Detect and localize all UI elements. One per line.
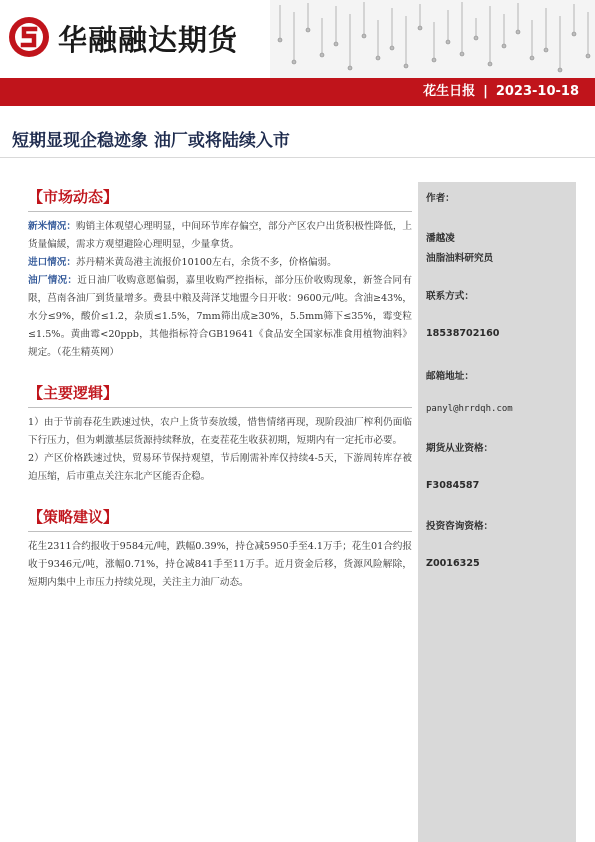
main-content xyxy=(28,186,412,592)
strategy-heading: 【策略建议】 xyxy=(28,508,119,526)
author-department: 油脂油料研究员 xyxy=(426,253,494,264)
section-divider xyxy=(28,531,412,532)
section-divider xyxy=(28,407,412,408)
strategy-section xyxy=(28,506,412,592)
author-label: 作者： xyxy=(426,193,455,204)
report-date: 2023-10-18 xyxy=(495,84,579,99)
strategy-paragraph: 花生2311合约报收于9584元/吨，跌幅0.39%，持仓减5950手至4.1万手；花生01合约报收于9346元/吨，涨幅0.71%，持仓减841手至11万手。近月资金后移，货源风险解除，短期内集中上市压力持续兑现，关注主力油厂动态。 xyxy=(28,541,412,588)
market-paragraph-import xyxy=(28,254,412,272)
market-section xyxy=(28,186,412,362)
market-p1-text: 购销主体观望心理明显，中间环节库存偏空，部分产区农户出货积极性降低，上货量偏緩，需求方观望避险心理明显，少量拿货。 xyxy=(28,221,413,250)
author-name: 潘越凌 xyxy=(426,233,455,244)
market-p3-text: 近日油厂收购意愿偏弱，嘉里收购严控指标，部分压价收购现象，新签合同有限，莒南各油厂到货量增多。费县中粮及菏泽艾地盟今日开收：9600元/吨。含油≥43%，水分≤9%，酸价≤1.2，杂质≤1.5%，7mm筛出成≥30%，5.5mm筛下≤35%，霉变粒≤1.5%。黄曲霉<20ppb，其他指标符合GB19641《食品安全国家标准食用植物油料》规定。（花生精英网） xyxy=(28,275,413,358)
header-separator: | xyxy=(483,84,488,99)
contact-phone: 18538702160 xyxy=(426,328,500,339)
email-label: 邮箱地址： xyxy=(426,371,474,382)
email-address[interactable]: panyl@hrrdqh.com xyxy=(426,404,513,414)
logic-paragraph-1: 1）由于节前春花生跌速过快，农户上货节奏放缓，惜售情绪再现，现阶段油厂榨利仍面临下行压力，但为刺激基层货源持续释放，在麦茬花生收获初期，短期内有一定托市必要。 xyxy=(28,417,412,446)
advisory-label: 投资咨询资格： xyxy=(426,521,494,532)
market-heading: 【市场动态】 xyxy=(28,188,119,206)
decorative-pins-graphic xyxy=(270,0,595,78)
company-logo-icon xyxy=(8,16,50,58)
license-number: F3084587 xyxy=(426,480,480,491)
section-divider xyxy=(28,211,412,212)
report-title: 短期显现企稳迹象 油厂或将陆续入市 xyxy=(12,131,290,151)
report-type: 花生日报 xyxy=(423,84,476,99)
market-p1-lead: 新米情况： xyxy=(28,221,77,232)
market-p2-lead: 进口情况： xyxy=(28,257,76,268)
report-type-date xyxy=(423,78,579,106)
contact-label: 联系方式： xyxy=(426,291,474,302)
market-paragraph-new-crop xyxy=(28,218,412,254)
advisory-number: Z0016325 xyxy=(426,558,480,569)
logic-paragraph-2: 2）产区价格跌速过快，贸易环节保持观望，节后刚需补库仅持续4-5天，下游周转库存被迫压缩，后市重点关注东北产区能否企稳。 xyxy=(28,453,412,482)
license-label: 期货从业资格： xyxy=(426,443,494,454)
report-header xyxy=(0,0,595,78)
author-sidebar xyxy=(418,182,576,842)
market-p3-lead: 油厂情况： xyxy=(28,275,78,286)
market-paragraph-oil-mill xyxy=(28,272,412,362)
brand-name: 华融融达期货 xyxy=(58,23,239,57)
market-p2-text: 苏丹精米黄岛港主流报价10100左右，余货不多，价格偏弱。 xyxy=(75,257,337,268)
logic-section xyxy=(28,382,412,486)
title-divider xyxy=(0,157,595,158)
logic-heading: 【主要逻辑】 xyxy=(28,384,119,402)
